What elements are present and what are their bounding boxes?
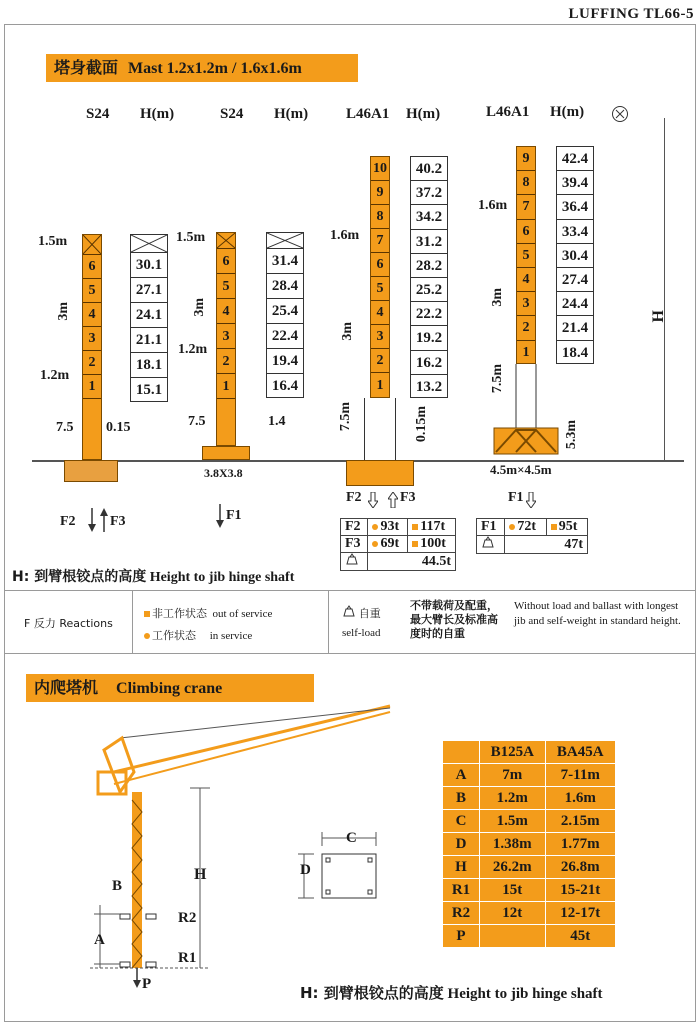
cell: 15-21t: [545, 879, 615, 902]
dim-label: 1.5m: [176, 230, 206, 245]
force-label: F3: [110, 514, 126, 529]
arrow-up-icon: [100, 508, 108, 537]
mast-label-cn: 塔身截面: [54, 58, 119, 77]
legend-box: [4, 590, 696, 654]
dim-label: 7.5: [188, 414, 206, 429]
mast-segment: 1: [522, 344, 530, 360]
force-label: F2: [60, 514, 76, 529]
table-row: [477, 519, 588, 536]
height-value: 16.4: [271, 378, 299, 394]
force-label: F1: [226, 508, 242, 523]
height-value: 25.4: [267, 299, 303, 324]
table-header: B125A: [480, 741, 546, 764]
height-table-col1: [130, 234, 168, 402]
legend-in: 工作状态 in service: [144, 627, 252, 643]
height-value: 21.4: [557, 316, 593, 340]
mast-segment: 8: [371, 205, 389, 229]
mast-segment: 2: [83, 351, 101, 375]
mast-segment: 5: [517, 244, 535, 268]
dim-label: 3m: [56, 302, 71, 321]
col4-mast: L46A1: [486, 104, 530, 120]
mast-segment: 5: [217, 274, 235, 299]
mast-segment: 6: [217, 249, 235, 274]
climb-label-r1: R1: [178, 950, 197, 966]
dim-label: 1.6m: [478, 198, 508, 213]
row-key: R2: [443, 902, 480, 925]
hollow-arrow-down-icon: [526, 492, 536, 513]
mast-segment: 7: [371, 229, 389, 253]
cell: 7m: [480, 764, 546, 787]
legend-desc-cn: 不带载荷及配重，最大臂长及标准高度时的自重: [410, 599, 498, 640]
mast-segment: 3: [83, 327, 101, 351]
cell: 12t: [480, 902, 546, 925]
reaction-in: 100t: [408, 536, 456, 553]
table-row: [443, 925, 616, 948]
dim-label: 0.15: [106, 420, 131, 435]
col3-mast: L46A1: [346, 106, 390, 122]
table-row: [341, 553, 456, 571]
climb-label-c: C: [346, 830, 357, 846]
height-value: 37.2: [411, 181, 447, 205]
col2-h: H(m): [274, 106, 309, 122]
table-header-row: [443, 741, 616, 764]
base-dim-label: 4.5m×4.5m: [490, 462, 552, 477]
base-dim-label: 3.8X3.8: [204, 466, 243, 480]
dim-label: 0.15m: [414, 406, 429, 443]
dim-label: 1.2m: [40, 368, 70, 383]
climb-label-h: H: [194, 866, 207, 883]
table-row: [443, 879, 616, 902]
arrow-down-icon: [88, 508, 96, 537]
h-note-bottom: H: 到臂根铰点的高度 Height to jib hinge shaft: [300, 984, 603, 1002]
mast-col3: [370, 156, 390, 398]
cell: [480, 925, 546, 948]
cell: 1.38m: [480, 833, 546, 856]
mast-segment: 9: [371, 181, 389, 205]
mast-segment: 4: [217, 299, 235, 324]
row-key: H: [443, 856, 480, 879]
cell: 26.8m: [545, 856, 615, 879]
col2-mast: S24: [220, 106, 244, 122]
legend-divider: [328, 591, 329, 653]
row-key: A: [443, 764, 480, 787]
mast-segment: 5: [83, 279, 101, 303]
total-height-label: H: [650, 310, 667, 323]
mast-segment: 3: [371, 325, 389, 349]
dim-label: 3m: [490, 288, 505, 307]
mast-segment: 1: [83, 375, 101, 399]
mast-segment: 3: [517, 292, 535, 316]
height-value: 22.2: [411, 302, 447, 326]
mast-base-legs: [364, 398, 396, 460]
height-value: 25.2: [411, 278, 447, 302]
height-cap: [131, 235, 167, 253]
climb-label-b: B: [112, 878, 123, 894]
dim-label: 3m: [340, 322, 355, 341]
cell: 1.2m: [480, 787, 546, 810]
circle-x-icon: [612, 106, 628, 122]
foundation-block: [64, 460, 118, 482]
height-value: 18.1: [131, 353, 167, 378]
self-load-value: 47t: [505, 536, 588, 554]
climbing-label-en: Climbing crane: [116, 680, 223, 697]
table-row: [443, 856, 616, 879]
height-value: 33.4: [557, 220, 593, 244]
reaction-out: 93t: [368, 519, 408, 536]
dim-label: 7.5m: [490, 364, 505, 394]
table-row: [443, 787, 616, 810]
height-table-col4: [556, 146, 594, 364]
height-value: 22.4: [267, 324, 303, 349]
legend-desc-en: Without load and ballast with longest jib and self-weight in standard height.: [514, 600, 681, 627]
self-load-icon: [342, 608, 356, 620]
reaction-in: 117t: [408, 519, 456, 536]
mast-segment: 2: [371, 349, 389, 373]
arrow-down-icon: [216, 504, 224, 533]
row-key: P: [443, 925, 480, 948]
hollow-arrow-up-icon: [388, 492, 398, 513]
mast-label-en: Mast 1.2x1.2m / 1.6x1.6m: [128, 60, 302, 77]
mast-segment: 8: [517, 171, 535, 195]
height-value: 40.2: [411, 157, 447, 181]
climbing-label-cn: 内爬塔机: [34, 678, 99, 697]
reactions-table-b: [476, 518, 588, 554]
height-value: 39.4: [557, 171, 593, 195]
mast-segment: 6: [83, 255, 101, 279]
height-value: 42.4: [557, 147, 593, 171]
height-value: 19.2: [411, 326, 447, 350]
self-load-value: 44.5t: [368, 553, 456, 571]
height-value: 28.2: [411, 254, 447, 278]
height-value: 24.1: [131, 303, 167, 328]
legend-f-label: F 反力 Reactions: [24, 617, 113, 630]
mast-segment: 4: [371, 301, 389, 325]
height-value: 24.4: [557, 292, 593, 316]
mast-top-cap: [83, 235, 101, 255]
col4-h: H(m): [550, 104, 585, 120]
reaction-out: 72t: [505, 519, 546, 536]
reaction-name: F3: [341, 536, 368, 553]
cell: 1.77m: [545, 833, 615, 856]
mast-segment: 9: [517, 147, 535, 171]
mast-segment: 7: [517, 195, 535, 219]
mast-segment: 5: [371, 277, 389, 301]
height-value: 18.4: [561, 344, 589, 361]
force-label: F2: [346, 490, 362, 505]
self-load-icon: [481, 537, 495, 552]
height-value: 27.1: [131, 278, 167, 303]
table-row: [477, 536, 588, 554]
height-value: 15.1: [135, 382, 163, 398]
cell: 45t: [545, 925, 615, 948]
climbing-section-bar: [26, 674, 314, 702]
height-table-col3: [410, 156, 448, 398]
hollow-arrow-down-icon: [368, 492, 378, 513]
base-frame: [202, 446, 250, 460]
mast-segment: 3: [217, 324, 235, 349]
cell: 15t: [480, 879, 546, 902]
reaction-out: 69t: [368, 536, 408, 553]
mast-segment: 6: [371, 253, 389, 277]
foundation-block: [346, 460, 414, 486]
height-value: 21.1: [131, 328, 167, 353]
cell: 26.2m: [480, 856, 546, 879]
cell: 2.15m: [545, 810, 615, 833]
table-row: [443, 833, 616, 856]
cell: 1.6m: [545, 787, 615, 810]
climb-label-a: A: [94, 932, 105, 948]
dim-label: 5.3m: [564, 420, 579, 450]
height-cap: [267, 233, 303, 249]
reaction-name: F2: [341, 519, 368, 536]
reaction-name: F1: [477, 519, 505, 536]
force-label: F1: [508, 490, 524, 505]
self-load-icon-cell: [341, 553, 368, 571]
header-title: LUFFING TL66-5: [568, 6, 694, 22]
table-row: [443, 902, 616, 925]
dim-label: 1.6m: [330, 228, 360, 243]
mast-col4: [516, 146, 536, 364]
row-key: R1: [443, 879, 480, 902]
height-value: 31.4: [267, 249, 303, 274]
cell: 1.5m: [480, 810, 546, 833]
climbing-table: [442, 740, 616, 948]
height-table-col2: [266, 232, 304, 398]
height-value: 19.4: [267, 349, 303, 374]
row-key: B: [443, 787, 480, 810]
col3-h: H(m): [406, 106, 441, 122]
mast-col1: [82, 234, 102, 460]
cell: 7-11m: [545, 764, 615, 787]
mast-segment: 1: [376, 378, 384, 393]
dim-label: 1.5m: [38, 234, 68, 249]
legend-divider: [132, 591, 133, 653]
height-value: 31.2: [411, 230, 447, 254]
dim-label: 1.4: [268, 414, 286, 429]
self-load-icon-cell: [477, 536, 505, 554]
mast-segment: 4: [83, 303, 101, 327]
mast-segment: 10: [371, 157, 389, 181]
height-value: 27.4: [557, 268, 593, 292]
mast-segment: 4: [517, 268, 535, 292]
height-value: 28.4: [267, 274, 303, 299]
mast-segment: 2: [517, 316, 535, 340]
height-value: 13.2: [415, 378, 443, 395]
table-row: [341, 519, 456, 536]
mast-col2: [216, 232, 236, 446]
dim-label: 7.5m: [338, 402, 353, 432]
mast-segment: 6: [517, 220, 535, 244]
table-row: [443, 810, 616, 833]
h-note: H: 到臂根铰点的高度 Height to jib hinge shaft: [12, 569, 295, 585]
table-header: BA45A: [545, 741, 615, 764]
height-value: 36.4: [557, 195, 593, 219]
mast-top-cap: [217, 233, 235, 249]
col1-h: H(m): [140, 106, 175, 122]
mast-segment: 2: [217, 349, 235, 374]
height-value: 16.2: [411, 351, 447, 375]
row-key: D: [443, 833, 480, 856]
dim-label: 3m: [192, 298, 207, 317]
total-height-line: [664, 118, 665, 460]
table-header: [443, 741, 480, 764]
reactions-table-a: [340, 518, 456, 571]
legend-self-en: self-load: [342, 627, 381, 639]
force-label: F3: [400, 490, 416, 505]
legend-out: 非工作状态 out of service: [144, 605, 272, 621]
height-value: 34.2: [411, 205, 447, 229]
legend-self: 自重: [342, 605, 381, 621]
climb-label-r2: R2: [178, 910, 197, 926]
table-row: [341, 536, 456, 553]
cell: 12-17t: [545, 902, 615, 925]
row-key: C: [443, 810, 480, 833]
self-load-icon: [345, 554, 359, 569]
mast-section-bar: [46, 54, 358, 82]
climb-label-d: D: [300, 862, 311, 878]
height-value: 30.1: [131, 253, 167, 278]
col1-mast: S24: [86, 106, 110, 122]
table-row: [443, 764, 616, 787]
mast-segment: 1: [217, 374, 235, 399]
reaction-in: 95t: [546, 519, 587, 536]
climb-label-p: P: [142, 976, 152, 992]
height-value: 30.4: [557, 244, 593, 268]
dim-label: 7.5: [56, 420, 74, 435]
dim-label: 1.2m: [178, 342, 208, 357]
